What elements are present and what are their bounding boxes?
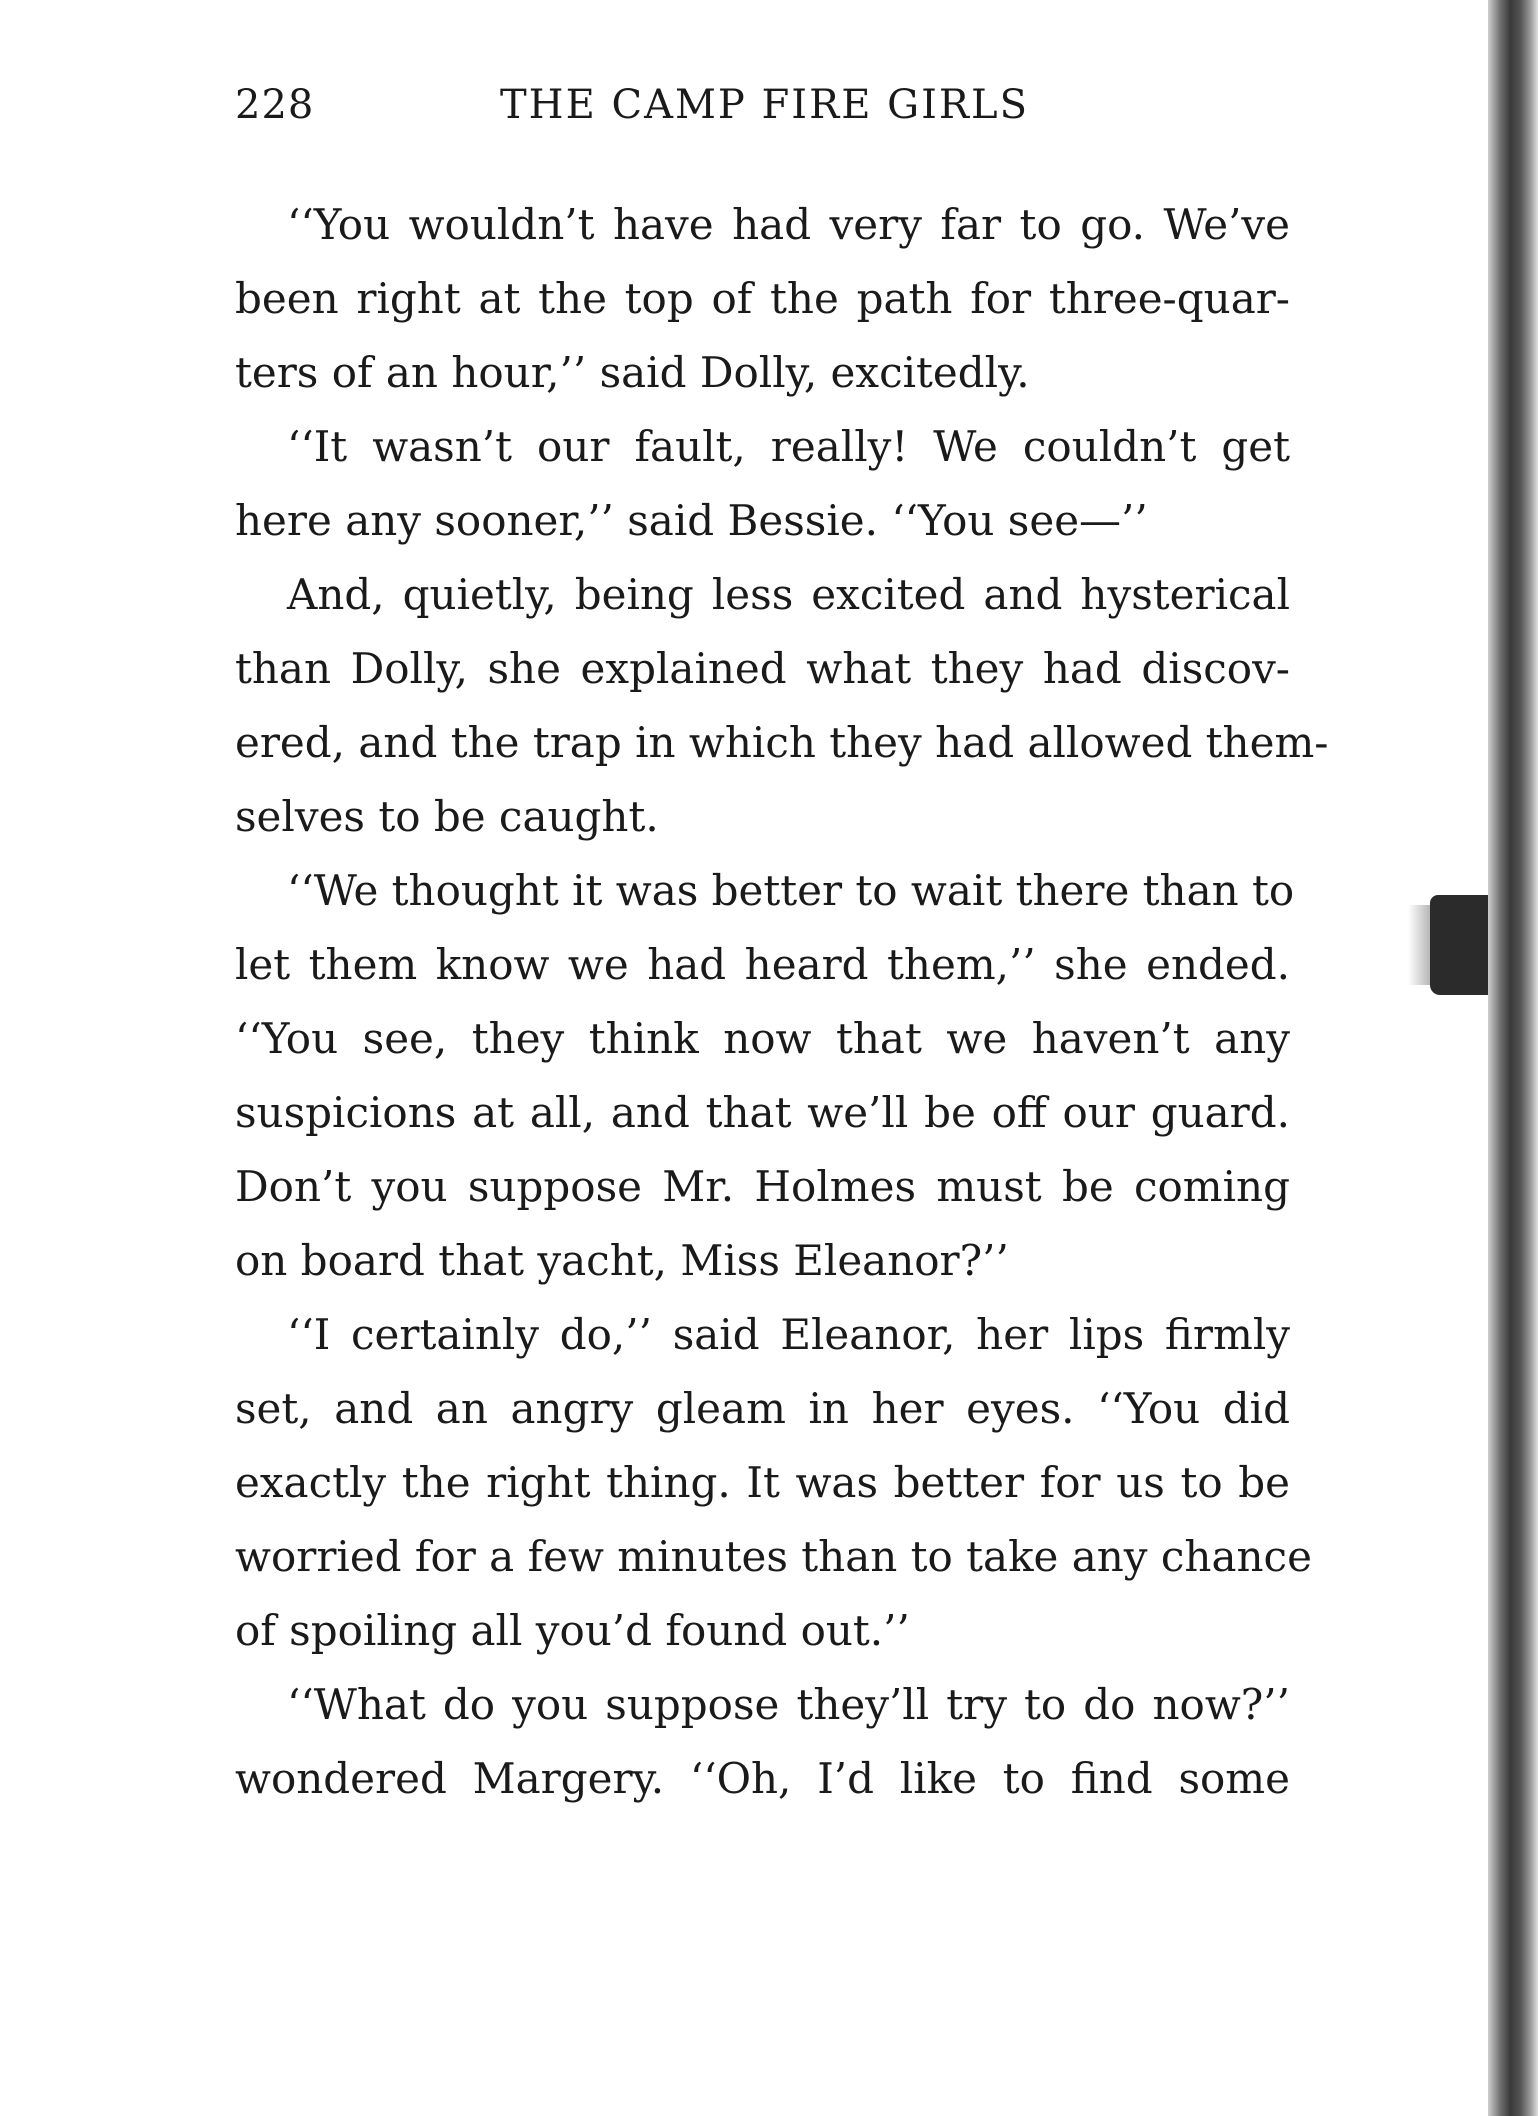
text-line: ‘‘We thought it was better to wait there than to [287,866,1295,915]
text-line: selves to be caught. [235,792,659,841]
text-line: worried for a few minutes than to take any chance [235,1532,1312,1581]
text-line: ters of an hour,’’ said Dolly, excitedly. [235,348,1030,397]
text-line: suspicions at all, and that we’ll be off our guard. [235,1088,1290,1137]
text-line: than Dolly, she explained what they had discov- [235,644,1290,693]
page-edge-shadow [1488,0,1538,2116]
text-line: And, quietly, being less excited and hysterical [287,570,1290,619]
body-text [235,188,1329,1816]
text-line: ‘‘You wouldn’t have had very far to go. We’ve [287,200,1290,249]
running-head [235,82,1290,142]
text-line: set, and an angry gleam in her eyes. ‘‘You did [235,1384,1290,1433]
page-number: 228 [235,82,315,128]
text-line: ‘‘I certainly do,’’ said Eleanor, her lips firmly [287,1310,1290,1359]
text-line: ‘‘You see, they think now that we haven’t any [235,1014,1290,1063]
text-line: Don’t you suppose Mr. Holmes must be coming [235,1162,1290,1211]
text-line: of spoiling all you’d found out.’’ [235,1606,910,1655]
text-line: let them know we had heard them,’’ she ended. [235,940,1290,989]
text-line: on board that yacht, Miss Eleanor?’’ [235,1236,1009,1285]
text-line: been right at the top of the path for three-quar- [235,274,1290,323]
text-line: ‘‘What do you suppose they’ll try to do now?’’ [287,1680,1290,1729]
text-line: wondered Margery. ‘‘Oh, I’d like to find some [235,1754,1290,1803]
text-line: here any sooner,’’ said Bessie. ‘‘You see—’’ [235,496,1148,545]
text-line: ered, and the trap in which they had allowed them- [235,718,1329,767]
text-line: ‘‘It wasn’t our fault, really! We couldn’t get [287,422,1290,471]
text-line: exactly the right thing. It was better for us to be [235,1458,1290,1507]
running-title: THE CAMP FIRE GIRLS [500,82,1029,128]
